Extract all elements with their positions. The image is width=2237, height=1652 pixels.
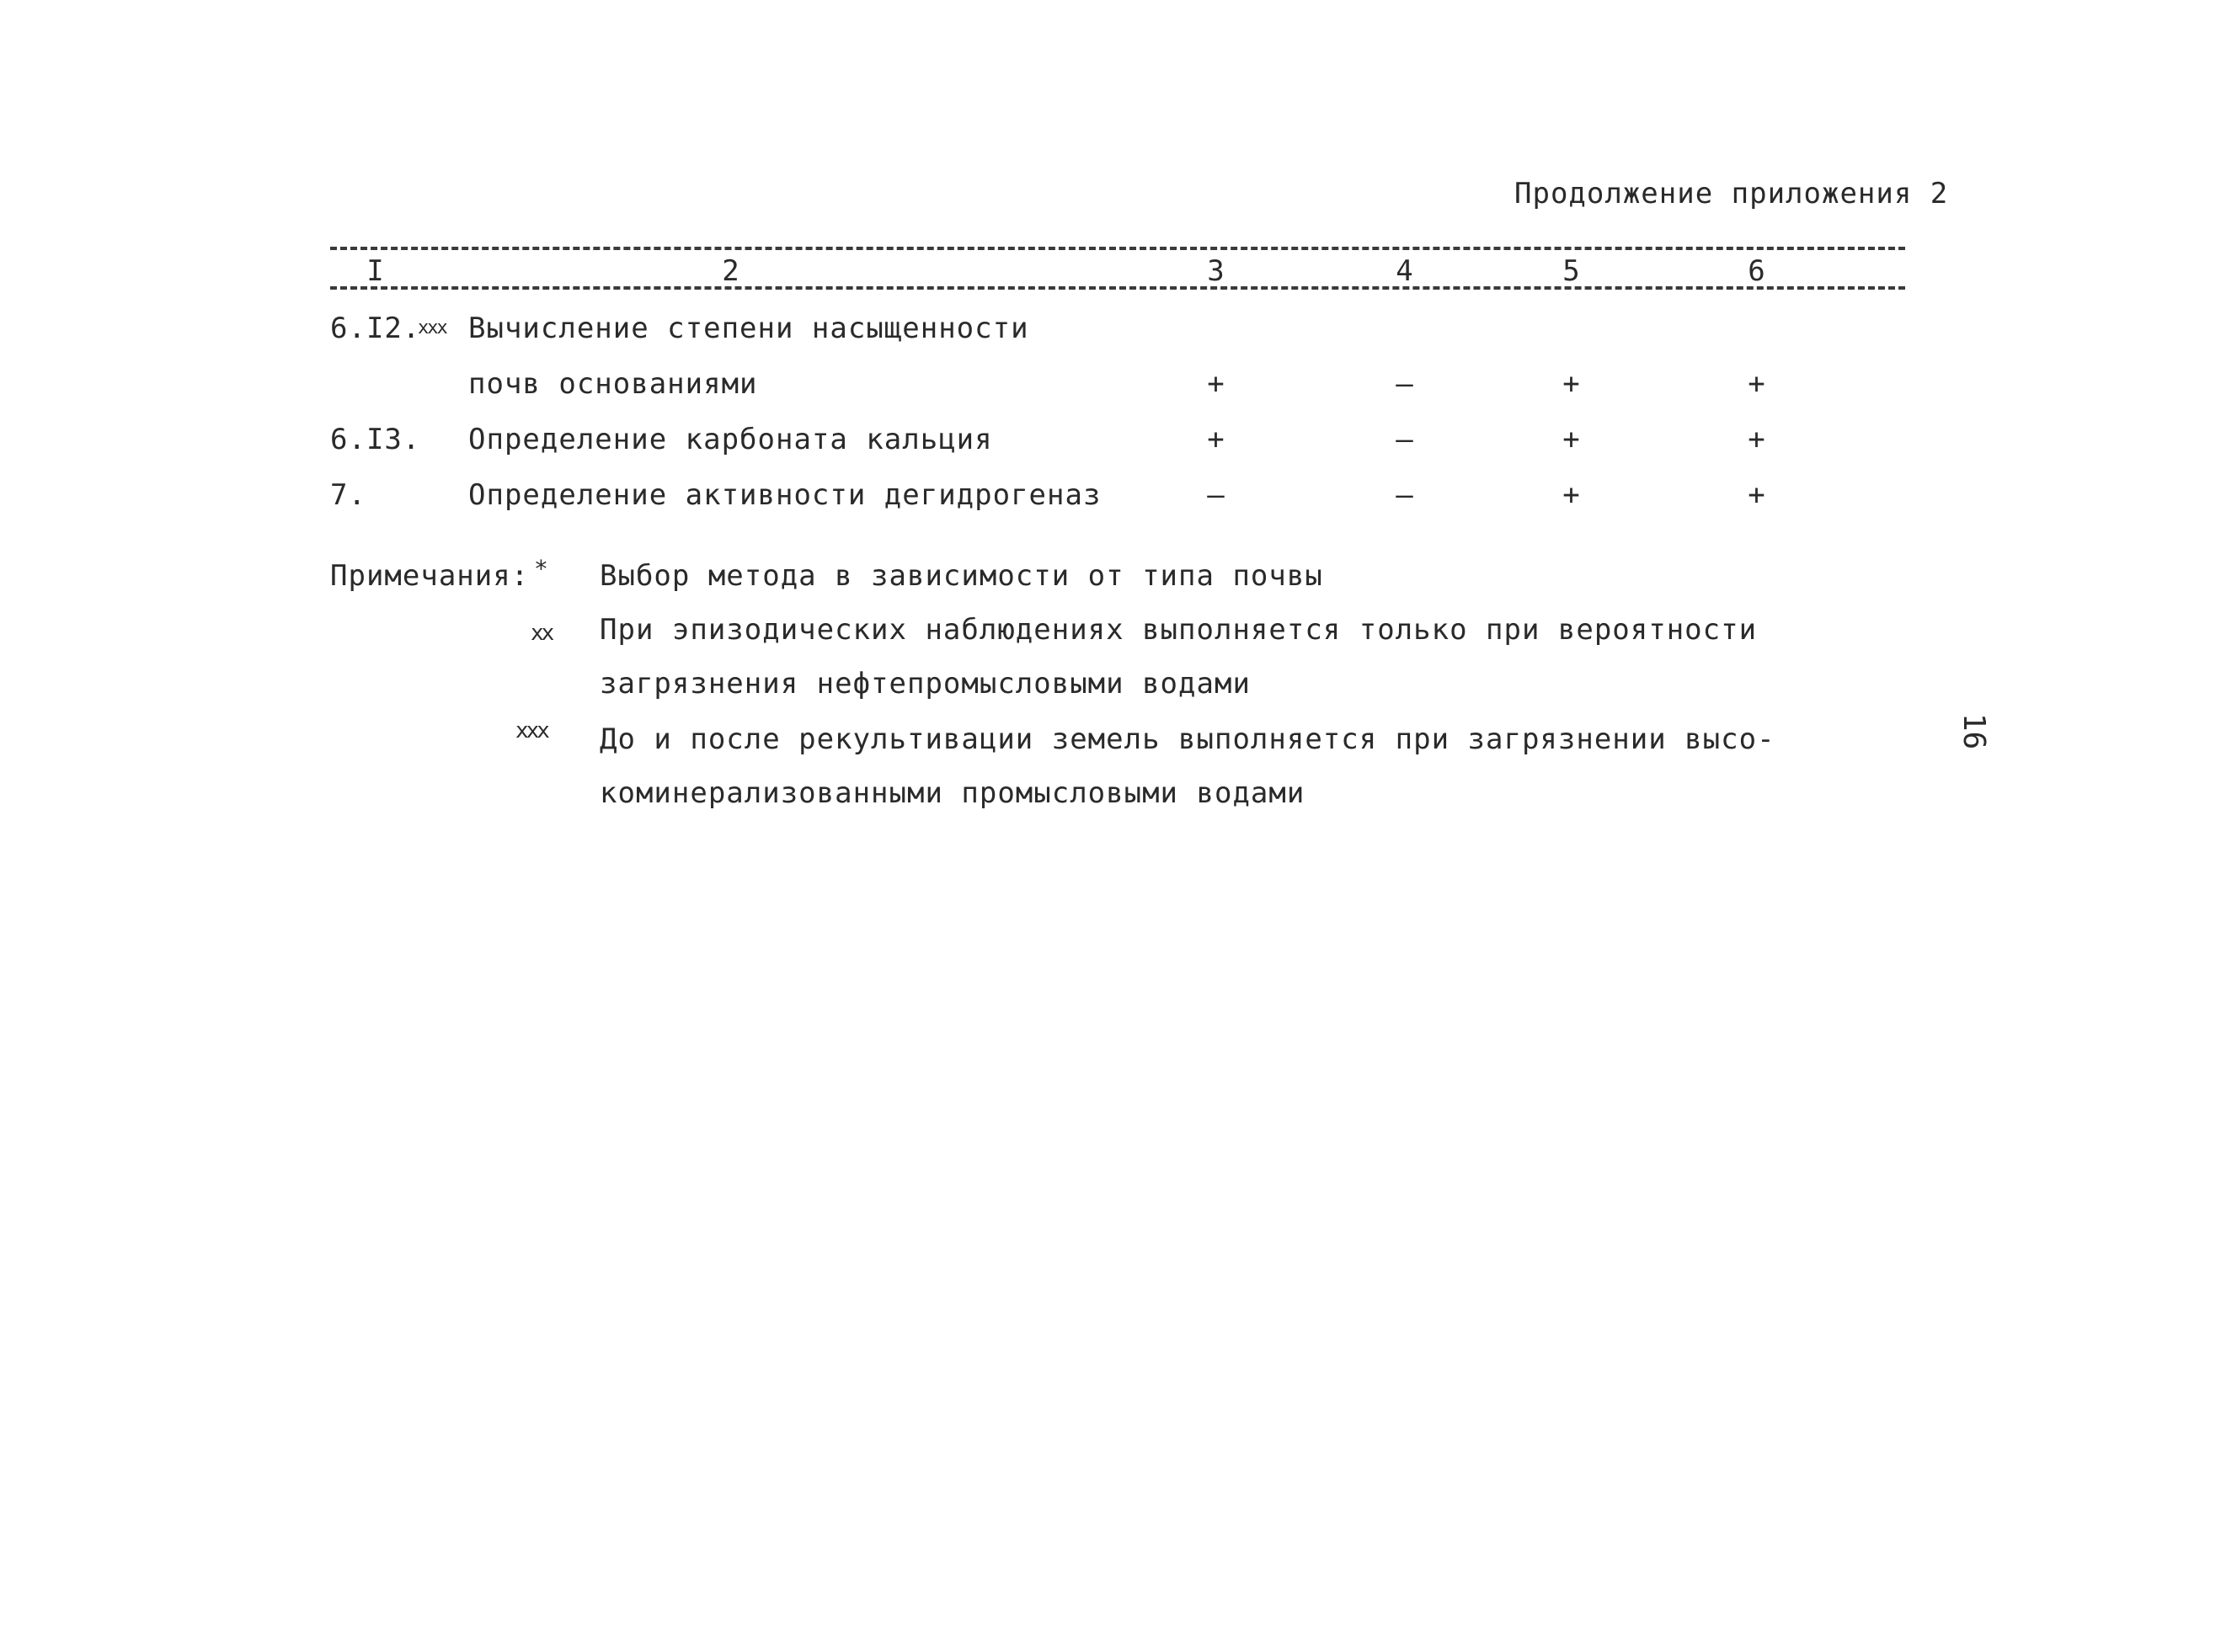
cell-col4: –: [1396, 367, 1414, 401]
cell-col5: +: [1562, 478, 1581, 512]
row-name: Определение активности дегидрогеназ: [468, 478, 1102, 512]
row-number: 7.: [330, 478, 366, 512]
cell-col6: +: [1748, 367, 1766, 401]
cell-col6: +: [1748, 423, 1766, 456]
table-header-rule: [330, 286, 1905, 290]
row-name: Определение карбоната кальция: [468, 423, 993, 456]
cell-col5: +: [1562, 367, 1581, 401]
column-header-2: 2: [722, 254, 740, 288]
cell-col3: +: [1207, 367, 1225, 401]
cell-col6: +: [1748, 478, 1766, 512]
note-text: До и после рекультивации земель выполняется при загрязнении высо-: [600, 722, 1775, 756]
cell-col4: –: [1396, 423, 1414, 456]
page-number: 16: [1957, 712, 1992, 750]
row-name: почв основаниями: [468, 367, 758, 401]
row-name: Вычисление степени насыщенности: [468, 312, 1029, 345]
note-marker: xx: [531, 621, 553, 646]
continuation-header: Продолжение приложения 2: [1514, 177, 1949, 210]
column-header-1: I: [366, 254, 385, 288]
cell-col3: +: [1207, 423, 1225, 456]
notes-label: Примечания:: [330, 559, 530, 593]
footnote-marker: xxx: [418, 317, 446, 338]
table-top-rule: [330, 247, 1905, 250]
column-header-6: 6: [1748, 254, 1766, 288]
row-number: 6.I3.: [330, 423, 421, 456]
note-text: Выбор метода в зависимости от типа почвы: [600, 559, 1323, 593]
note-marker: *: [534, 555, 549, 583]
column-header-4: 4: [1396, 254, 1414, 288]
column-header-5: 5: [1562, 254, 1581, 288]
cell-col3: –: [1207, 478, 1225, 512]
cell-col5: +: [1562, 423, 1581, 456]
note-text: загрязнения нефтепромысловыми водами: [600, 667, 1251, 701]
note-text: коминерализованными промысловыми водами: [600, 776, 1305, 810]
column-header-3: 3: [1207, 254, 1225, 288]
row-number: 6.I2.: [330, 312, 421, 345]
note-marker: xxx: [515, 718, 547, 743]
note-text: При эпизодических наблюдениях выполняется только при вероятности: [600, 613, 1758, 647]
cell-col4: –: [1396, 478, 1414, 512]
